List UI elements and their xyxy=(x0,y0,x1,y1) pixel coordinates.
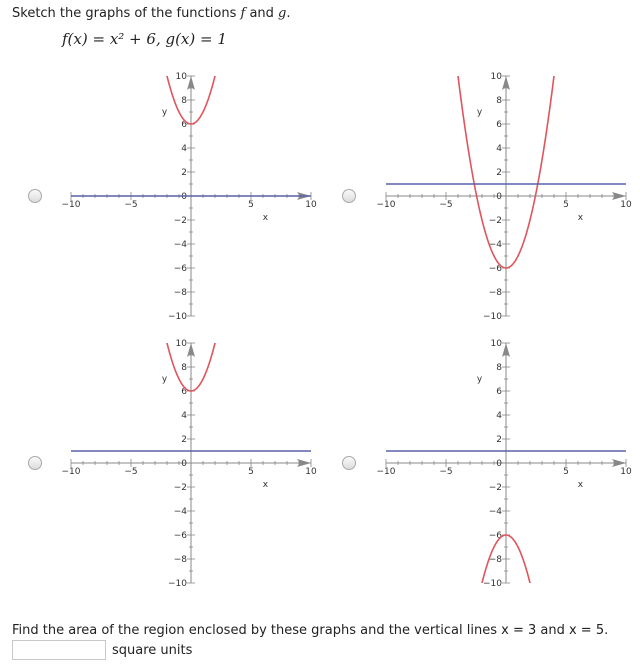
option-1-radio[interactable] xyxy=(28,189,42,203)
y-tick-label: −10 xyxy=(483,312,502,322)
x-tick-label: −5 xyxy=(124,467,138,477)
y-tick-label: 2 xyxy=(181,435,187,445)
y-tick-label: −10 xyxy=(168,312,187,322)
y-axis-label: y xyxy=(161,107,168,118)
y-tick-label: −4 xyxy=(488,507,502,517)
y-tick-label: 4 xyxy=(181,411,187,421)
option-2-graph xyxy=(376,70,632,322)
y-tick-label: 2 xyxy=(181,168,187,178)
y-tick-label: −6 xyxy=(173,531,187,541)
x-tick-label: 5 xyxy=(563,200,569,210)
function-formula: f(x) = x² + 6, g(x) = 1 xyxy=(62,30,227,48)
y-tick-label: 0 xyxy=(181,459,187,469)
option-2-radio[interactable] xyxy=(342,189,356,203)
option-4-graph xyxy=(376,337,632,589)
y-tick-label: 0 xyxy=(496,459,502,469)
x-tick-label: 10 xyxy=(305,200,317,210)
option-3-graph xyxy=(61,337,317,589)
option-1-graph xyxy=(61,70,317,322)
y-axis-label: y xyxy=(161,374,168,385)
y-tick-label: 4 xyxy=(496,144,502,154)
option-3-radio[interactable] xyxy=(28,456,42,470)
x-tick-label: −10 xyxy=(61,200,81,210)
units-label: square units xyxy=(112,643,193,658)
x-tick-label: −5 xyxy=(439,200,453,210)
y-tick-label: 10 xyxy=(175,72,187,82)
x-tick-label: −5 xyxy=(124,200,138,210)
x-tick-label: −5 xyxy=(439,467,453,477)
y-tick-label: −2 xyxy=(488,216,502,226)
y-tick-label: −4 xyxy=(173,507,187,517)
x-axis-label: x xyxy=(577,480,584,490)
y-tick-label: 6 xyxy=(496,387,502,397)
y-tick-label: −4 xyxy=(173,240,187,250)
y-tick-label: −6 xyxy=(173,264,187,274)
y-axis-label: y xyxy=(476,374,483,385)
y-tick-label: 4 xyxy=(496,411,502,421)
x-axis-label: x xyxy=(577,213,584,223)
y-tick-label: 0 xyxy=(496,192,502,202)
y-axis-label: y xyxy=(476,107,483,118)
y-tick-label: 8 xyxy=(496,96,502,106)
x-axis-label: x xyxy=(262,480,269,490)
y-tick-label: 6 xyxy=(181,120,187,130)
x-tick-label: 10 xyxy=(620,200,632,210)
y-tick-label: −10 xyxy=(168,579,187,589)
y-tick-label: 6 xyxy=(181,387,187,397)
x-tick-label: 5 xyxy=(248,200,254,210)
y-tick-label: 10 xyxy=(175,339,187,349)
y-tick-label: 0 xyxy=(181,192,187,202)
x-tick-label: 5 xyxy=(563,467,569,477)
y-tick-label: 10 xyxy=(490,72,502,82)
y-tick-label: −8 xyxy=(488,288,502,298)
y-tick-label: −8 xyxy=(173,288,187,298)
y-tick-label: −10 xyxy=(483,579,502,589)
option-4-radio[interactable] xyxy=(342,456,356,470)
y-tick-label: 8 xyxy=(181,363,187,373)
x-tick-label: 10 xyxy=(305,467,317,477)
x-axis-label: x xyxy=(262,213,269,223)
y-tick-label: 10 xyxy=(490,339,502,349)
y-tick-label: −6 xyxy=(488,531,502,541)
y-tick-label: −8 xyxy=(488,555,502,565)
x-tick-label: 10 xyxy=(620,467,632,477)
y-tick-label: 8 xyxy=(496,363,502,373)
y-tick-label: 2 xyxy=(496,168,502,178)
x-tick-label: −10 xyxy=(376,200,396,210)
x-tick-label: −10 xyxy=(376,467,396,477)
y-tick-label: −2 xyxy=(488,483,502,493)
y-tick-label: −2 xyxy=(173,483,187,493)
prompt-text: Sketch the graphs of the functions f and g. xyxy=(12,6,291,21)
y-tick-label: −2 xyxy=(173,216,187,226)
y-tick-label: −8 xyxy=(173,555,187,565)
y-tick-label: 4 xyxy=(181,144,187,154)
answer-input[interactable] xyxy=(12,640,106,660)
x-tick-label: 5 xyxy=(248,467,254,477)
x-tick-label: −10 xyxy=(61,467,81,477)
y-tick-label: 8 xyxy=(181,96,187,106)
y-tick-label: −6 xyxy=(488,264,502,274)
y-tick-label: 6 xyxy=(496,120,502,130)
question-text: Find the area of the region enclosed by these graphs and the vertical lines x = 3 and x = 5. xyxy=(12,623,609,638)
y-tick-label: −4 xyxy=(488,240,502,250)
y-tick-label: 2 xyxy=(496,435,502,445)
